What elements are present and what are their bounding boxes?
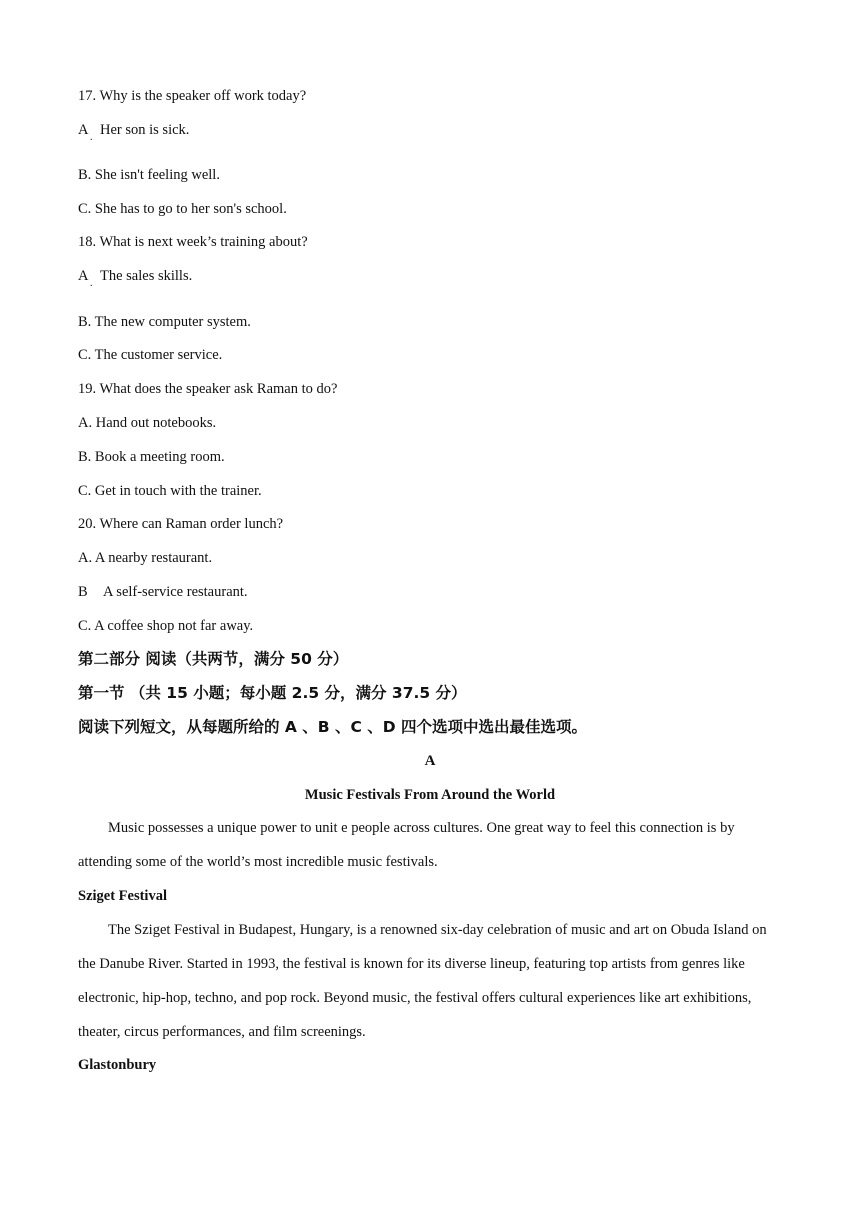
option-19b: B. Book a meeting room. [78,449,225,465]
option-17b: B. She isn't feeling well. [78,167,220,183]
question-20: 20. Where can Raman order lunch? [78,516,284,532]
question-18: 18. What is next week’s training about? [78,234,308,250]
section-one-heading: 第一节 （共 15 小题；每小题 2.5 分，满分 37.5 分） [78,684,467,702]
option-dot: . [90,278,93,289]
sziget-paragraph [78,913,780,1049]
passage-title: Music Festivals From Around the World [304,787,556,803]
option-20b [78,583,248,601]
option-18b: B. The new computer system. [78,314,251,330]
option-18c: C. The customer service. [78,347,223,363]
question-19: 19. What does the speaker ask Raman to do? [78,381,338,397]
option-20a: A. A nearby restaurant. [78,550,213,566]
option-text: A self-service restaurant. [103,584,248,600]
part-two-heading: 第二部分 阅读（共两节，满分 50 分） [78,650,349,668]
option-text: The sales skills. [100,268,193,284]
option-18a [78,267,193,289]
option-dot: . [90,132,93,143]
passage-intro [78,811,780,879]
reading-instructions: 阅读下列短文，从每题所给的 A 、B 、C 、D 四个选项中选出最佳选项。 [78,718,588,736]
option-text: Her son is sick. [100,122,190,138]
section-heading-sziget: Sziget Festival [78,888,167,904]
intro-text: Music possesses a unique power to unit e people across cultures. One great way to feel this connection is by attending some of the world’s most incredible music festivals. [78,820,735,870]
option-19c: C. Get in touch with the trainer. [78,483,262,499]
option-19a: A. Hand out notebooks. [78,415,217,431]
question-17: 17. Why is the speaker off work today? [78,88,307,104]
option-20c: C. A coffee shop not far away. [78,618,254,634]
option-17a [78,121,190,143]
passage-label: A [424,753,436,769]
sziget-text: The Sziget Festival in Budapest, Hungary, is a renowned six-day celebration of music and art on Obuda Island on the Danube River. Started in 1993, the festival is known for its diverse lineup, featuring top artists from genres like electronic, hip-hop, techno, and pop rock. Beyond music, the festival offers cultural experiences like art exhibitions, theater, circus performances, and film screenings. [78,922,767,1040]
option-letter: B [78,584,88,600]
option-letter: A [78,122,89,138]
section-heading-glastonbury: Glastonbury [78,1057,157,1073]
option-letter: A [78,268,89,284]
option-17c: C. She has to go to her son's school. [78,201,287,217]
